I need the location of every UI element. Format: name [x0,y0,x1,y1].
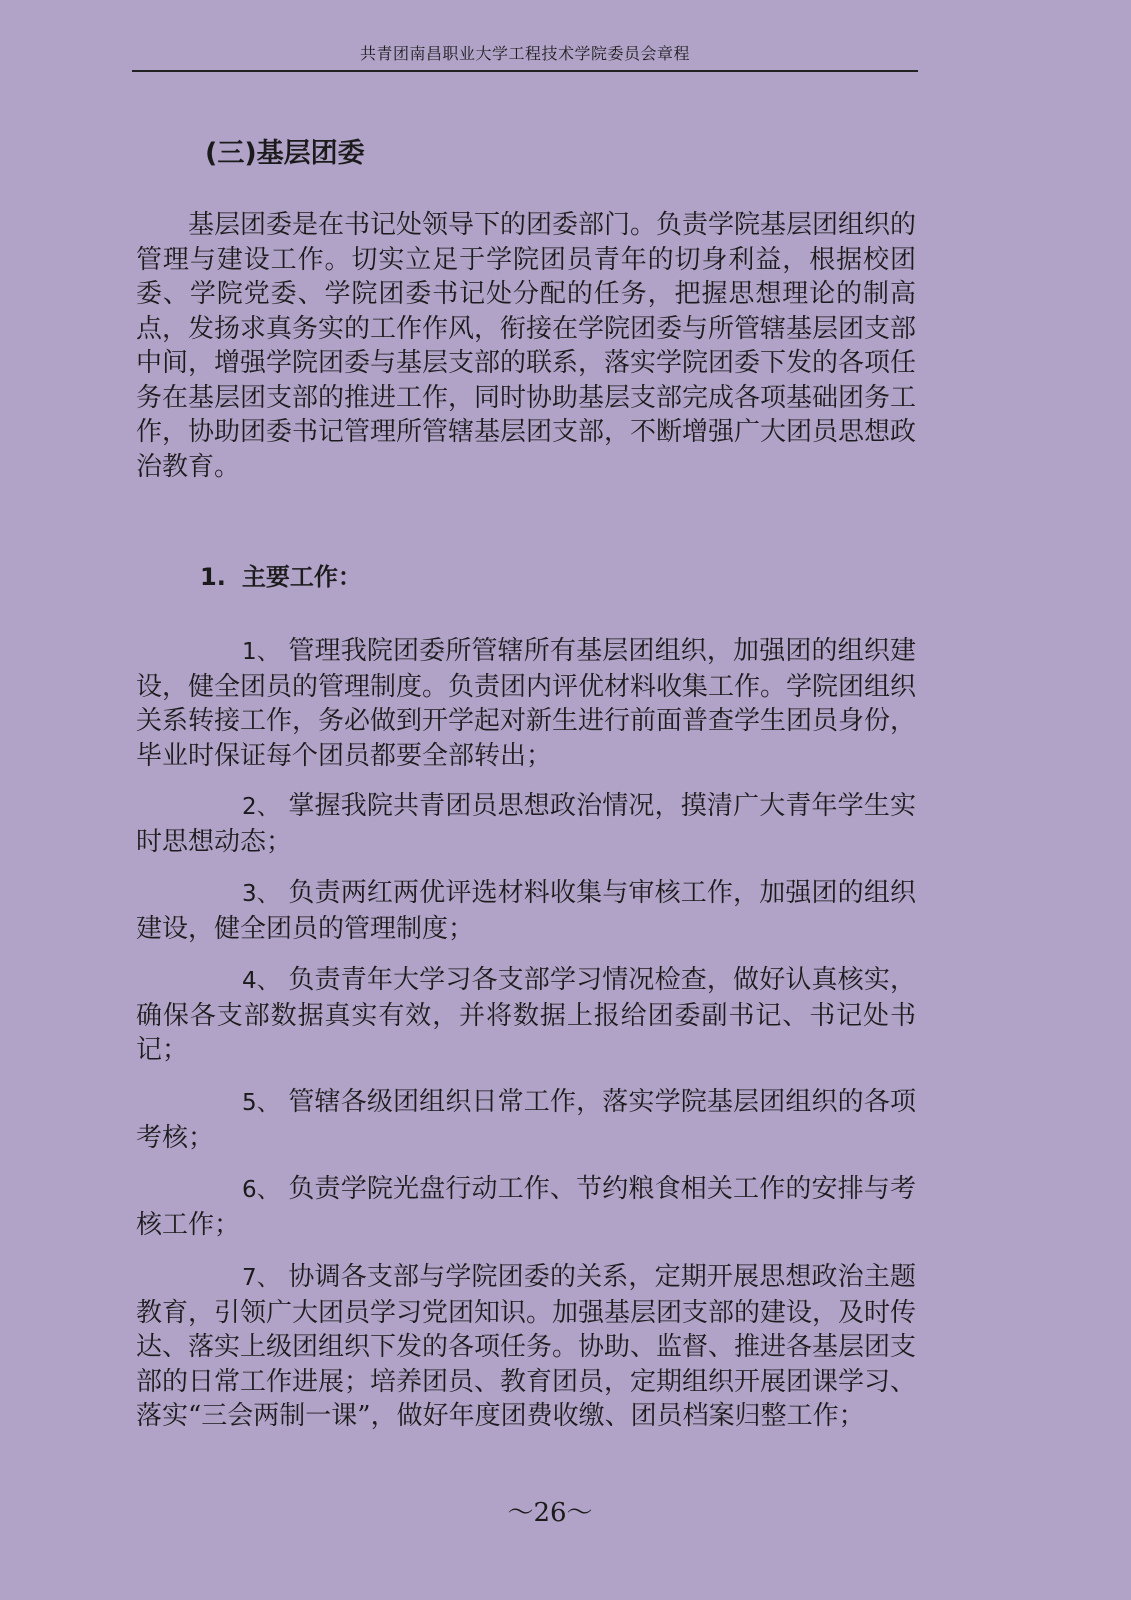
work-item-text: 负责青年大学习各支部学习情况检查，做好认真核实，确保各支部数据真实有效，并将数据上报给团委副书记、书记处书记； [136,965,916,1065]
work-item-number: 6、 [242,1177,280,1203]
work-item-4 [136,963,916,1068]
page-number: ～26～ [507,1498,593,1528]
section-heading: (三)基层团委 [205,138,365,169]
work-item-number: 2、 [242,794,280,820]
page-header [132,42,918,72]
work-item-text: 管辖各级团组织日常工作，落实学院基层团组织的各项考核； [136,1087,916,1153]
work-item-1 [136,634,916,773]
work-item-number: 4、 [242,968,280,994]
work-item-text: 负责两红两优评选材料收集与审核工作，加强团的组织建设，健全团员的管理制度； [136,878,916,944]
main-work-heading [200,560,362,594]
work-item-text: 协调各支部与学院团委的关系，定期开展思想政治主题教育，引领广大团员学习党团知识。加强基层团支部的建设，及时传达、落实上级团组织下发的各项任务。协助、监督、推进各基层团支部的日常工作进展；培养团员、教育团员，定期组织开展团课学习、落实“三会两制一课”，做好年度团费收缴、团员档案归整工作； [136,1262,917,1431]
work-item-number: 7、 [242,1265,280,1291]
main-work-number: 1. [200,563,226,591]
work-item-2 [136,789,916,859]
intro-paragraph: 基层团委是在书记处领导下的团委部门。负责学院基层团组织的管理与建设工作。切实立足于学院团员青年的切身利益，根据校团委、学院党委、学院团委书记处分配的任务，把握思想理论的制高点，发扬求真务实的工作作风，衔接在学院团委与所管辖基层团支部中间，增强学院团委与基层支部的联系，落实学院团委下发的各项任务在基层团支部的推进工作，同时协助基层支部完成各项基础团务工作，协助团委书记管理所管辖基层团支部，不断增强广大团员思想政治教育。 [136,210,917,482]
work-item-text: 管理我院团委所管辖所有基层团组织，加强团的组织建设，健全团员的管理制度。负责团内评优材料收集工作。学院团组织关系转接工作，务必做到开学起对新生进行前面普查学生团员身份，毕业时保证每个团员都要全部转出； [136,636,917,771]
header-title: 共青团南昌职业大学工程技术学院委员会章程 [359,44,690,63]
work-item-5 [136,1085,916,1155]
work-item-text: 掌握我院共青团员思想政治情况，摸清广大青年学生实时思想动态； [136,791,916,857]
work-item-7 [136,1260,916,1434]
work-item-text: 负责学院光盘行动工作、节约粮食相关工作的安排与考核工作； [136,1174,916,1240]
work-item-number: 5、 [242,1090,280,1116]
main-work-title: 主要工作： [241,563,362,591]
work-item-number: 1、 [242,639,280,665]
work-item-number: 3、 [242,881,280,907]
work-item-3 [136,876,916,946]
work-item-6 [136,1172,916,1242]
